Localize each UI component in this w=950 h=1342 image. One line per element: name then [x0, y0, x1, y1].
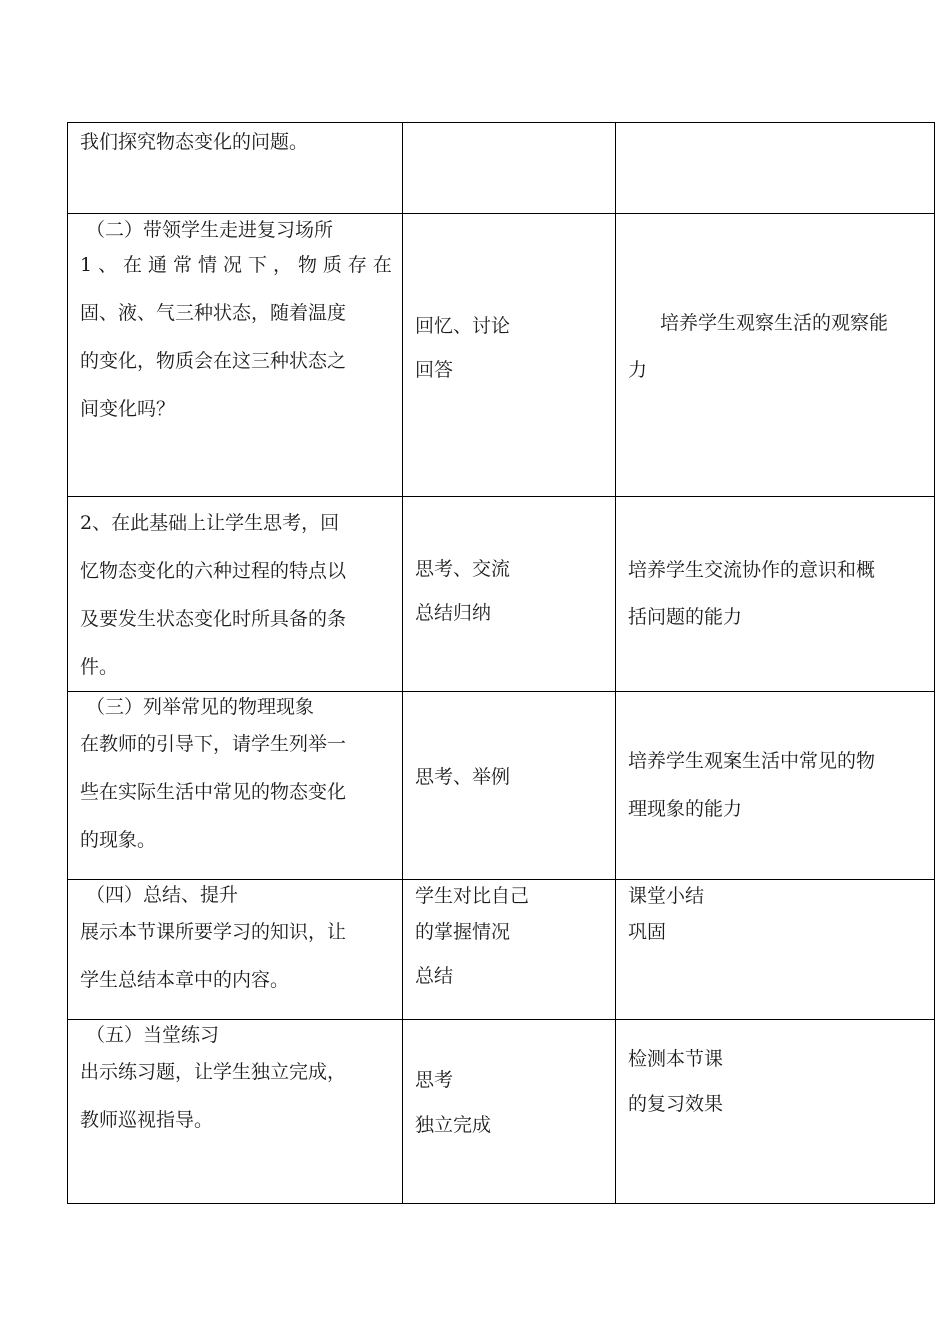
- teacher-text: 忆物态变化的六种过程的特点以: [80, 560, 347, 582]
- student-text: 的掌握情况: [415, 921, 511, 943]
- table-row: [68, 1020, 935, 1204]
- teacher-text: 些在实际生活中常见的物态变化: [80, 781, 347, 803]
- teacher-activity-cell: [68, 880, 403, 1020]
- teacher-text: 我们探究物态变化的问题。: [80, 131, 309, 153]
- intent-text: 课堂小结: [628, 885, 705, 907]
- design-intent-cell: [616, 214, 935, 497]
- student-activity-cell: [403, 1020, 616, 1204]
- intent-text: 巩固: [628, 921, 667, 943]
- student-text: 思考、举例: [415, 766, 511, 788]
- intent-text: 培养学生交流协作的意识和概: [628, 559, 876, 581]
- teacher-text: 2、在此基础上让学生思考，回: [80, 512, 340, 534]
- teacher-text: 学生总结本章中的内容。: [80, 969, 290, 991]
- student-activity-cell: [403, 123, 616, 214]
- student-text: 总结归纳: [415, 602, 492, 624]
- table-row: [68, 123, 935, 214]
- design-intent-cell: [616, 1020, 935, 1204]
- table-row: [68, 497, 935, 692]
- table-row: [68, 692, 935, 880]
- intent-text: 培养学生观察生活的观察能: [660, 312, 889, 334]
- design-intent-cell: [616, 692, 935, 880]
- student-activity-cell: [403, 880, 616, 1020]
- table-row: [68, 214, 935, 497]
- teacher-text: 间变化吗？: [80, 398, 176, 420]
- teacher-activity-cell: [68, 497, 403, 692]
- teacher-text: 出示练习题，让学生独立完成，: [80, 1061, 347, 1083]
- intent-text: 培养学生观案生活中常见的物: [628, 750, 876, 772]
- student-text: 学生对比自己: [415, 885, 530, 907]
- section-heading: （四）总结、提升: [86, 884, 239, 906]
- teacher-text: 及要发生状态变化时所具备的条: [80, 608, 347, 630]
- teacher-activity-cell: [68, 692, 403, 880]
- intent-text: 括问题的能力: [628, 606, 743, 628]
- intent-text: 力: [628, 359, 648, 381]
- student-activity-cell: [403, 692, 616, 880]
- teacher-activity-cell: [68, 1020, 403, 1204]
- teacher-activity-cell: [68, 214, 403, 497]
- teacher-text: 在教师的引导下，请学生列举一: [80, 733, 347, 755]
- section-heading: （三）列举常见的物理现象: [86, 696, 315, 718]
- student-text: 回答: [415, 359, 454, 381]
- intent-text: 检测本节课: [628, 1048, 724, 1070]
- design-intent-cell: [616, 880, 935, 1020]
- table-row: [68, 880, 935, 1020]
- design-intent-cell: [616, 497, 935, 692]
- student-activity-cell: [403, 214, 616, 497]
- student-text: 回忆、讨论: [415, 315, 511, 337]
- section-heading: （五）当堂练习: [86, 1024, 220, 1046]
- teacher-text: 展示本节课所要学习的知识，让: [80, 921, 347, 943]
- teacher-text: 的现象。: [80, 829, 157, 851]
- teacher-text: 1 、 在 通 常 情 况 下 ， 物 质 存 在: [80, 254, 392, 276]
- intent-text: 的复习效果: [628, 1093, 724, 1115]
- student-text: 思考、交流: [415, 558, 511, 580]
- teacher-text: 件。: [80, 656, 119, 678]
- teacher-text: 的变化，物质会在这三种状态之: [80, 350, 347, 372]
- teacher-text: 固、液、气三种状态，随着温度: [80, 302, 347, 324]
- student-text: 总结: [415, 965, 454, 987]
- teacher-text: 教师巡视指导。: [80, 1109, 214, 1131]
- student-text: 独立完成: [415, 1114, 492, 1136]
- intent-text: 理现象的能力: [628, 798, 743, 820]
- lesson-plan-table: [67, 122, 935, 1204]
- student-text: 思考: [415, 1069, 454, 1091]
- student-activity-cell: [403, 497, 616, 692]
- teacher-activity-cell: [68, 123, 403, 214]
- design-intent-cell: [616, 123, 935, 214]
- section-heading: （二）带领学生走进复习场所: [86, 219, 334, 241]
